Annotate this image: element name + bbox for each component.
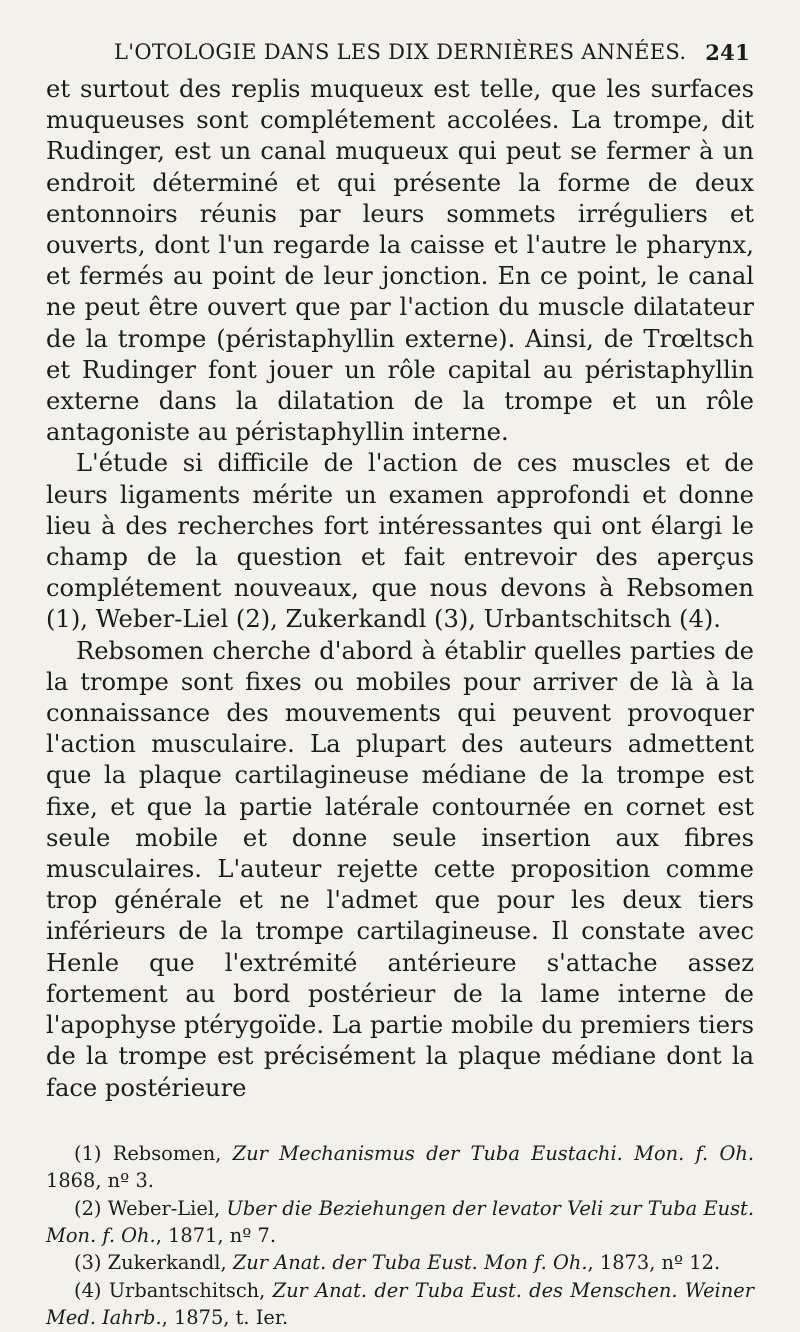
- footnote-3: [46, 1249, 754, 1276]
- footnote-2-author: (2) Weber-Liel,: [74, 1196, 227, 1220]
- paragraph-2: L'étude si difficile de l'action de ces muscles et de leurs ligaments mérite un examen approfondi et donne lieu à des recherches fort intéressantes qui ont élargi le champ de la question et fait entrevoir des aperçus complétement nouveaux, que nous devons à Rebsomen (1), Weber-Liel (2), Zukerkandl (3), Urbantschitsch (4).: [46, 449, 754, 634]
- footnote-1-author: (1) Rebsomen,: [74, 1141, 233, 1165]
- running-head: [46, 40, 754, 74]
- page-number: 241: [705, 40, 750, 65]
- footnote-1-title: Zur Mechanismus der Tuba Eustachi. Mon. f. Oh.: [232, 1141, 754, 1165]
- paragraph-1: et surtout des replis muqueux est telle, que les surfaces muqueuses sont complétement accolées. La trompe, dit Rudinger, est un canal muqueux qui peut se fermer à un endroit déterminé et qui présente la forme de deux entonnoirs réunis par leurs sommets irréguliers et ouverts, dont l'un regarde la caisse et l'autre le pharynx, et fermés au point de leur jonction. En ce point, le canal ne peut être ouvert que par l'action du muscle dilatateur de la trompe (péristaphyllin externe). Ainsi, de Trœltsch et Rudinger font jouer un rôle capital au péristaphyllin externe dans la dilatation de la trompe et un rôle antagoniste au péristaphyllin interne.: [46, 75, 754, 447]
- body-text: [46, 74, 754, 1104]
- footnote-1-ref: 1868, nº 3.: [46, 1169, 154, 1193]
- footnote-4-ref: , 1875, t. Ier.: [161, 1306, 289, 1330]
- footnote-3-ref: , 1873, nº 12.: [587, 1251, 721, 1275]
- footnote-2-ref: , 1871, nº 7.: [155, 1223, 276, 1247]
- footnote-1: [46, 1140, 754, 1195]
- footnote-4: [46, 1277, 754, 1332]
- footnote-3-title: Zur Anat. der Tuba Eust. Mon f. Oh.: [232, 1251, 588, 1275]
- footnote-2-title: Uber die Beziehungen der levator Veli zur Tuba Eust. Mon. f. Oh.: [46, 1196, 755, 1247]
- footnote-4-author: (4) Urbantschitsch,: [74, 1278, 273, 1302]
- footnote-4-title: Zur Anat. der Tuba Eust. des Menschen. Weiner Med. Iahrb.: [46, 1278, 754, 1330]
- footnote-3-author: (3) Zukerkandl,: [74, 1251, 233, 1275]
- paragraph-3: Rebsomen cherche d'abord à établir quelles parties de la trompe sont fixes ou mobiles pour arriver de là à la connaissance des mouvements qui peuvent provoquer l'action musculaire. La plupart des auteurs admettent que la plaque cartilagineuse médiane de la trompe est fixe, et que la partie latérale contournée en cornet est seule mobile et donne seule insertion aux fibres musculaires. L'auteur rejette cette proposition comme trop générale et ne l'admet que pour les deux tiers inférieurs de la trompe cartilagineuse. Il constate avec Henle que l'extrémité antérieure s'attache assez fortement au bord postérieur de la lame interne de l'apophyse ptérygoïde. La partie mobile du premiers tiers de la trompe est précisément la plaque médiane dont la face postérieure: [46, 636, 754, 1102]
- footnote-2: [46, 1195, 754, 1250]
- running-title: L'OTOLOGIE DANS LES DIX DERNIÈRES ANNÉES.: [114, 40, 687, 64]
- footnotes: [46, 1140, 754, 1332]
